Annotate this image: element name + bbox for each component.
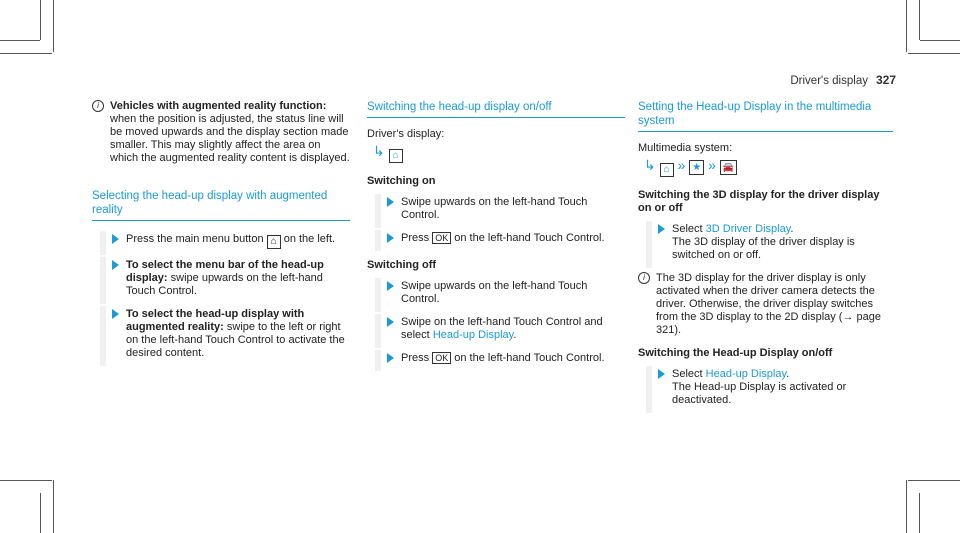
crop-mark [906, 480, 907, 533]
step-text: Press the main menu button [126, 233, 264, 245]
step-result: The 3D display of the driver display is switched on or off. [672, 236, 855, 261]
ok-key-icon: OK [432, 232, 451, 244]
step-text: Select [672, 223, 703, 235]
car-icon: 🚘 [720, 160, 737, 175]
step-arrow-icon [387, 233, 394, 243]
step-text: Swipe upwards on the left-hand Touch Control. [401, 196, 588, 221]
info-note [638, 272, 893, 337]
step: Select Head-up Display. The Head-up Display is activated or deactivated. [646, 366, 893, 413]
section-title: Driver's display [790, 75, 868, 87]
step-text: on the left-hand Touch Control. [454, 232, 605, 244]
page-header [790, 73, 896, 87]
step-arrow-icon [112, 260, 119, 270]
subheading: Switching the Head-up Display on/off [638, 347, 833, 359]
column-3 [638, 100, 893, 415]
step [375, 194, 625, 228]
note-text: The 3D display for the driver display is only activated when the driver camera detects the driver. Otherwise, the driver display switches from the 3D display to the 2D display (→ page 321). [656, 272, 882, 336]
crop-mark [906, 0, 907, 52]
step-text: swipe to the left or right on the left-hand Touch Control to activate the desired content. [126, 321, 345, 359]
menu-path: ↳ ⌂ » ★ » 🚘 [644, 159, 893, 177]
step [100, 231, 350, 255]
crop-mark [40, 493, 41, 533]
step [375, 230, 625, 251]
step-arrow-icon [658, 369, 665, 379]
step: Select 3D Driver Display. The 3D display of the driver display is switched on or off. [646, 221, 893, 268]
subheading: Switching on [367, 175, 436, 187]
crop-mark [0, 480, 52, 481]
step-text: on the left-hand Touch Control. [454, 352, 605, 364]
crop-mark [920, 40, 960, 41]
note-title: Vehicles with augmented reality function: [110, 100, 327, 112]
column-2 [367, 100, 625, 373]
step-arrow-icon [387, 353, 394, 363]
ok-key-icon: OK [432, 352, 451, 364]
step: Swipe on the left-hand Touch Control and select Head-up Display. [375, 314, 625, 348]
step-text: Swipe on the left-hand Touch Control and select [401, 316, 603, 341]
step-title: To select the head-up display with augmented reality: [126, 308, 305, 333]
step-arrow-icon [658, 224, 665, 234]
step-arrow-icon [387, 197, 394, 207]
info-note [92, 100, 350, 165]
section-heading: Switching the head-up display on/off [367, 100, 625, 118]
crop-mark [919, 493, 920, 533]
home-icon: ⌂ [660, 163, 674, 177]
step-text: Select [672, 368, 703, 380]
step [100, 257, 350, 304]
subheading: Switching off [367, 259, 437, 271]
crop-mark [53, 480, 54, 533]
intro-text: Multimedia system: [638, 142, 733, 154]
section-heading: Setting the Head-up Display in the multimedia system [638, 100, 893, 132]
step-text: Press [401, 232, 430, 244]
subheading: Switching the 3D display for the driver display on or off [638, 189, 880, 214]
info-icon: i [92, 100, 104, 112]
page-number: 327 [875, 73, 896, 87]
step-arrow-icon [112, 309, 119, 319]
crop-mark [0, 53, 52, 54]
step [100, 306, 350, 366]
menu-item-link: 3D Driver Display [705, 223, 791, 235]
crop-mark [40, 0, 41, 40]
step-text: on the left. [283, 233, 336, 245]
note-text: when the position is adjusted, the status line will be moved upwards and the display section made smaller. This may slightly affect the area on which the augmented reality content is displayed. [110, 113, 350, 164]
step-result: The Head-up Display is activated or deactivated. [672, 381, 847, 406]
info-icon: i [638, 272, 650, 284]
step [375, 350, 625, 371]
step-title: To select the menu bar of the head-up display: [126, 259, 324, 284]
column-1 [92, 100, 350, 368]
crop-mark [0, 40, 40, 41]
step-arrow-icon [387, 317, 394, 327]
crop-mark [53, 0, 54, 52]
step-arrow-icon [387, 281, 394, 291]
menu-item-link: Head-up Display [432, 329, 514, 341]
home-icon: ⌂ [389, 149, 403, 163]
step-text: Swipe upwards on the left-hand Touch Control. [401, 280, 588, 305]
step-text: swipe upwards on the left-hand Touch Control. [126, 272, 323, 297]
menu-item-link: Head-up Display [705, 368, 787, 380]
crop-mark [908, 53, 960, 54]
crop-mark [908, 480, 960, 481]
star-icon: ★ [689, 160, 704, 175]
step [375, 278, 625, 312]
intro-text: Driver's display: [367, 128, 445, 140]
section-heading: Selecting the head-up display with augmented reality [92, 189, 350, 221]
crop-mark [919, 0, 920, 40]
menu-path: ↳ ⌂ [373, 145, 625, 163]
step-text: Press [401, 352, 430, 364]
step-arrow-icon [112, 234, 119, 244]
home-icon: ⌂ [267, 235, 281, 249]
